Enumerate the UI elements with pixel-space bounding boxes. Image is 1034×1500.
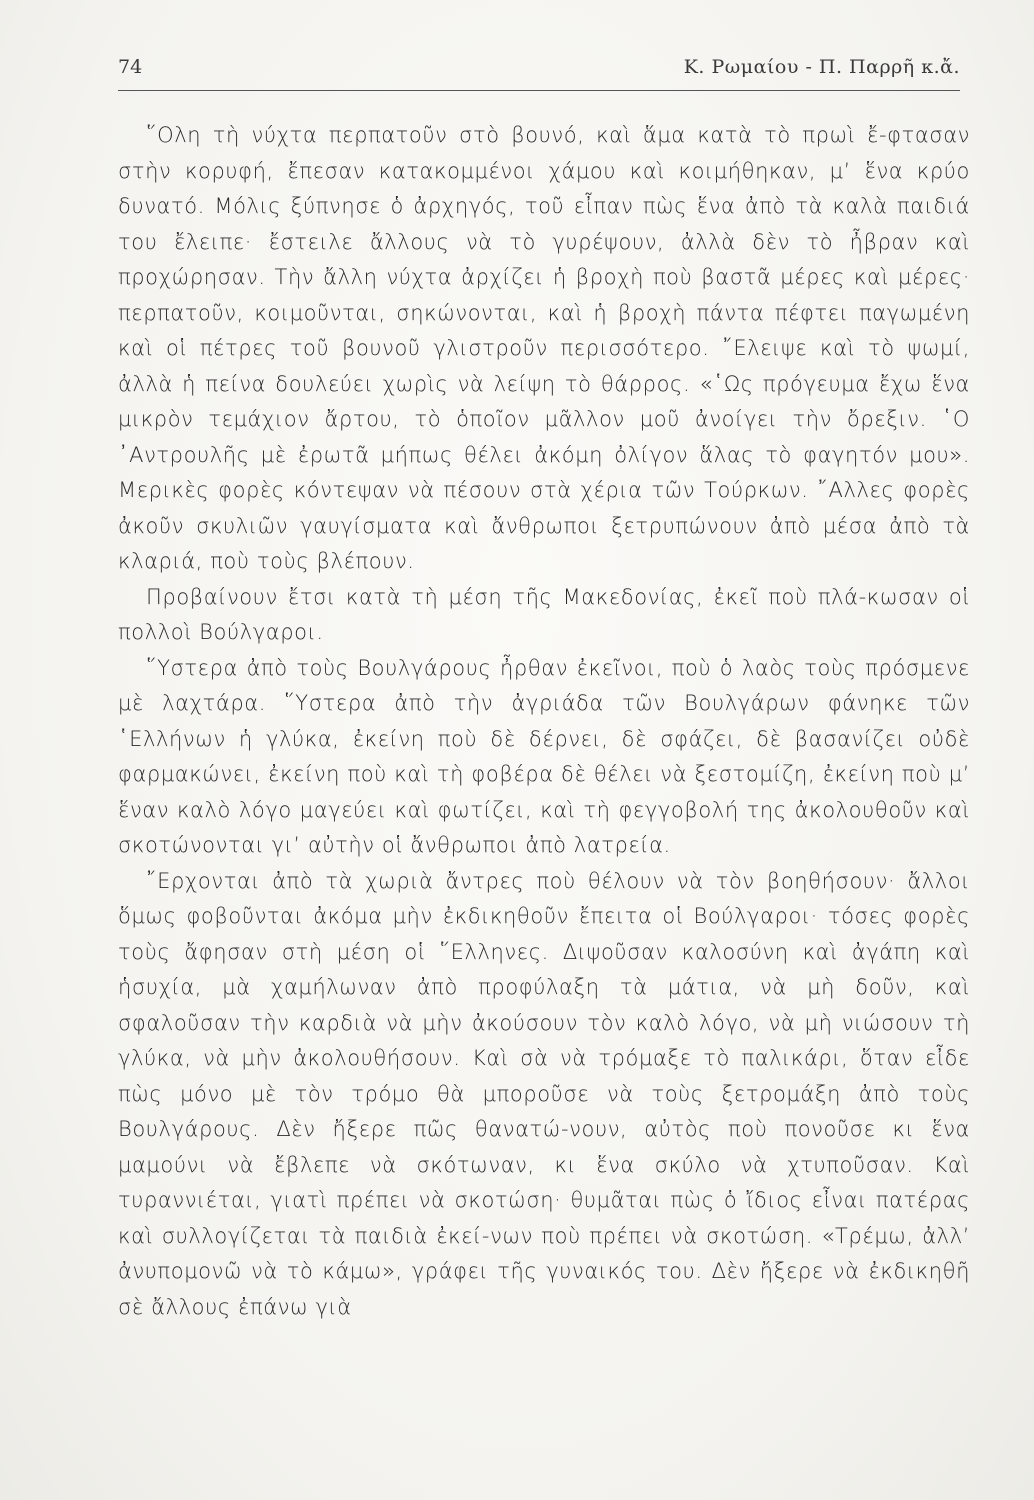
page-header (118, 52, 960, 82)
header-rule (118, 90, 960, 91)
paragraph-3: ῞Υστερα ἀπὸ τοὺς Βουλγάρους ἦρθαν ἐκεῖνοι, ποὺ ὁ λαὸς τοὺς πρόσμενε μὲ λαχτάρα. ῞Υστερα ἀπὸ τὴν ἀγριάδα τῶν Βουλγάρων φάνηκε τῶν ῾Ελλήνων ἡ γλύκα, ἐκείνη ποὺ δὲ δέρνει, δὲ σφάζει, δὲ βασανίζει οὐδὲ φαρμακώνει, ἐκείνη ποὺ καὶ τὴ φοβέρα δὲ θέλει νὰ ξεστομίζη, ἐκείνη ποὺ μ’ ἕναν καλὸ λόγο μαγεύει καὶ φωτίζει, καὶ τὴ φεγγοβολή της ἀκολουθοῦν καὶ σκοτώνονται γι’ αὐτὴν οἱ ἄνθρωποι ἀπὸ λατρεία. (118, 655, 970, 857)
page-number: 74 (118, 56, 143, 78)
running-head: Κ. Ρωμαίου - Π. Παρρῆ κ.ἄ. (683, 56, 960, 78)
paragraph-4: ῎Ερχονται ἀπὸ τὰ χωριὰ ἄντρες ποὺ θέλουν νὰ τὸν βοηθήσουν· ἄλλοι ὅμως φοβοῦνται ἀκόμα μὴν ἐκδικηθοῦν ἔπειτα οἱ Βούλγαροι· τόσες φορὲς τοὺς ἄφησαν στὴ μέση οἱ ῞Ελληνες. Διψοῦσαν καλοσύνη καὶ ἀγάπη καὶ ἡσυχία, μὰ χαμήλωναν ἀπὸ προφύλαξη τὰ μάτια, νὰ μὴ δοῦν, καὶ σφαλοῦσαν τὴν καρδιὰ νὰ μὴν ἀκούσουν τὸν καλὸ λόγο, νὰ μὴ νιώσουν τὴ γλύκα, νὰ μὴν ἀκολουθήσουν. Καὶ σὰ νὰ τρόμαξε τὸ παλικάρι, ὅταν εἶδε πὼς μόνο μὲ τὸν τρόμο θὰ μποροῦσε νὰ τοὺς ξετρομάξη ἀπὸ τοὺς Βουλγάρους. Δὲν ἤξερε πῶς θανατώ-νουν, αὐτὸς ποὺ πονοῦσε κι ἕνα μαμούνι νὰ ἔβλεπε νὰ σκότωναν, κι ἕνα σκύλο νὰ χτυποῦσαν. Καὶ τυραννιέται, γιατὶ πρέπει νὰ σκοτώση· θυμᾶται πὼς ὁ ἴδιος εἶναι πατέρας καὶ συλλογίζεται τὰ παιδιὰ ἐκεί-νων ποὺ πρέπει νὰ σκοτώση. «Τρέμω, ἀλλ’ ἀνυπομονῶ νὰ τὸ κάμω», γράφει τῆς γυναικός του. Δὲν ἤξερε νὰ ἐκδικηθῆ σὲ ἄλλους ἐπάνω γιὰ (118, 868, 970, 1319)
paragraph-1: ῞Ολη τὴ νύχτα περπατοῦν στὸ βουνό, καὶ ἅμα κατὰ τὸ πρωὶ ἔ-φτασαν στὴν κορυφή, ἔπεσαν κατακομμένοι χάμου καὶ κοιμήθηκαν, μ’ ἕνα κρύο δυνατό. Μόλις ξύπνησε ὁ ἀρχηγός, τοῦ εἶπαν πὼς ἕνα ἀπὸ τὰ καλὰ παιδιά του ἔλειπε· ἔστειλε ἄλλους νὰ τὸ γυρέψουν, ἀλλὰ δὲν τὸ ἦβραν καὶ προχώρησαν. Τὴν ἄλλη νύχτα ἀρχίζει ἡ βροχὴ ποὺ βαστᾶ μέρες καὶ μέρες· περπατοῦν, κοιμοῦνται, σηκώνονται, καὶ ἡ βροχὴ πάντα πέφτει παγωμένη καὶ οἱ πέτρες τοῦ βουνοῦ γλιστροῦν περισσότερο. ῎Ελειψε καὶ τὸ ψωμί, ἀλλὰ ἡ πείνα δουλεύει χωρὶς νὰ λείψη τὸ θάρρος. «῾Ως πρόγευμα ἔχω ἕνα μικρὸν τεμάχιον ἄρτου, τὸ ὁποῖον μᾶλλον μοῦ ἀνοίγει τὴν ὄρεξιν. ῾Ο ᾿Αντρουλῆς μὲ ἐρωτᾶ μήπως θέλει ἀκόμη ὀλίγον ἅλας τὸ φαγητόν μου». Μερικὲς φορὲς κόντεψαν νὰ πέσουν στὰ χέρια τῶν Τούρκων. ῎Αλλες φορὲς ἀκοῦν σκυλιῶν γαυγίσματα καὶ ἄνθρωποι ξετρυπώνουν ἀπὸ μέσα ἀπὸ τὰ κλαριά, ποὺ τοὺς βλέπουν. (118, 123, 970, 573)
paragraph-2: Προβαίνουν ἔτσι κατὰ τὴ μέση τῆς Μακεδονίας, ἐκεῖ ποὺ πλά-κωσαν οἱ πολλοὶ Βούλγαροι. (118, 584, 970, 644)
body-text (118, 118, 970, 1325)
